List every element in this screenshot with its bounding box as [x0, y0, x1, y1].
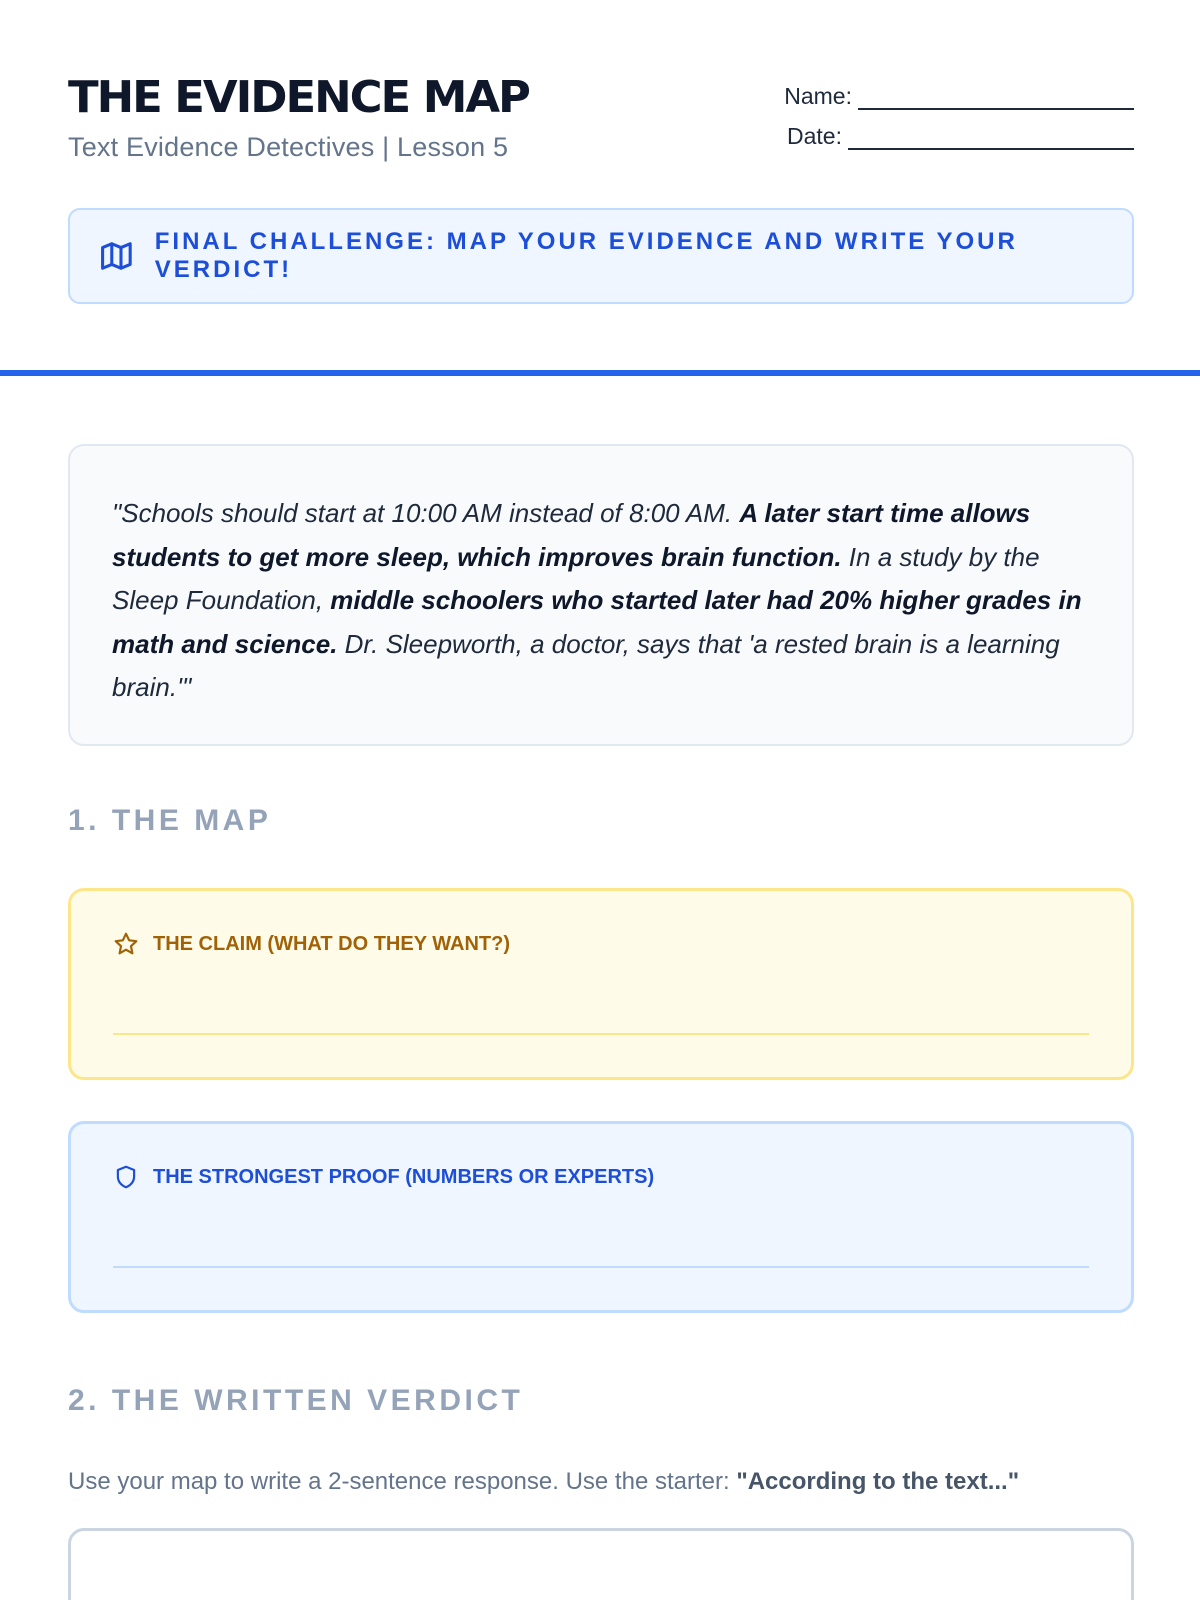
claim-header	[113, 931, 1089, 957]
verdict-answer-box[interactable]	[68, 1528, 1134, 1600]
passage-box	[68, 444, 1134, 746]
claim-box	[68, 888, 1134, 1080]
proof-header	[113, 1164, 1089, 1190]
instruction-text: Use your map to write a 2-sentence response. Use the starter:	[68, 1468, 737, 1495]
passage-segment: In a study by the Sleep Foundation,	[112, 541, 1040, 615]
passage-highlight: A later start time allows students to get more sleep, which improves brain function.	[112, 498, 1031, 572]
date-row	[774, 110, 1134, 150]
section-heading-verdict: 2. THE WRITTEN VERDICT	[68, 1384, 524, 1417]
page-title: THE EVIDENCE MAP	[68, 72, 529, 123]
divider	[0, 370, 1200, 376]
claim-label: THE CLAIM (WHAT DO THEY WANT?)	[153, 932, 510, 955]
challenge-banner	[68, 208, 1134, 304]
date-label: Date:	[787, 123, 842, 149]
student-info	[774, 70, 1134, 150]
name-field[interactable]	[858, 86, 1134, 110]
passage-text	[112, 492, 1092, 710]
passage-highlight: middle schoolers who started later had 20% higher grades in math and science.	[112, 585, 1082, 659]
passage-segment: Dr. Sleepworth, a doctor, says that 'a rested brain is a learning brain.'"	[112, 628, 1060, 702]
worksheet-header	[68, 70, 1134, 170]
map-icon	[98, 237, 135, 275]
shield-icon	[113, 1164, 139, 1190]
page-subtitle: Text Evidence Detectives | Lesson 5	[68, 132, 509, 162]
claim-answer-line[interactable]	[113, 1033, 1089, 1035]
name-label: Name:	[784, 83, 852, 109]
proof-box	[68, 1121, 1134, 1313]
proof-label: THE STRONGEST PROOF (NUMBERS OR EXPERTS)	[153, 1165, 655, 1188]
sentence-starter: "According to the text..."	[736, 1468, 1020, 1495]
star-icon	[113, 931, 139, 957]
section-heading-map: 1. THE MAP	[68, 804, 272, 837]
date-field[interactable]	[848, 126, 1134, 150]
passage-segment: "Schools should start at 10:00 AM instead of 8:00 AM.	[112, 498, 740, 528]
banner-text: FINAL CHALLENGE: MAP YOUR EVIDENCE AND WRITE YOUR VERDICT!	[154, 228, 1018, 283]
proof-answer-line[interactable]	[113, 1266, 1089, 1268]
name-row	[774, 70, 1134, 110]
verdict-instruction	[68, 1468, 1019, 1496]
